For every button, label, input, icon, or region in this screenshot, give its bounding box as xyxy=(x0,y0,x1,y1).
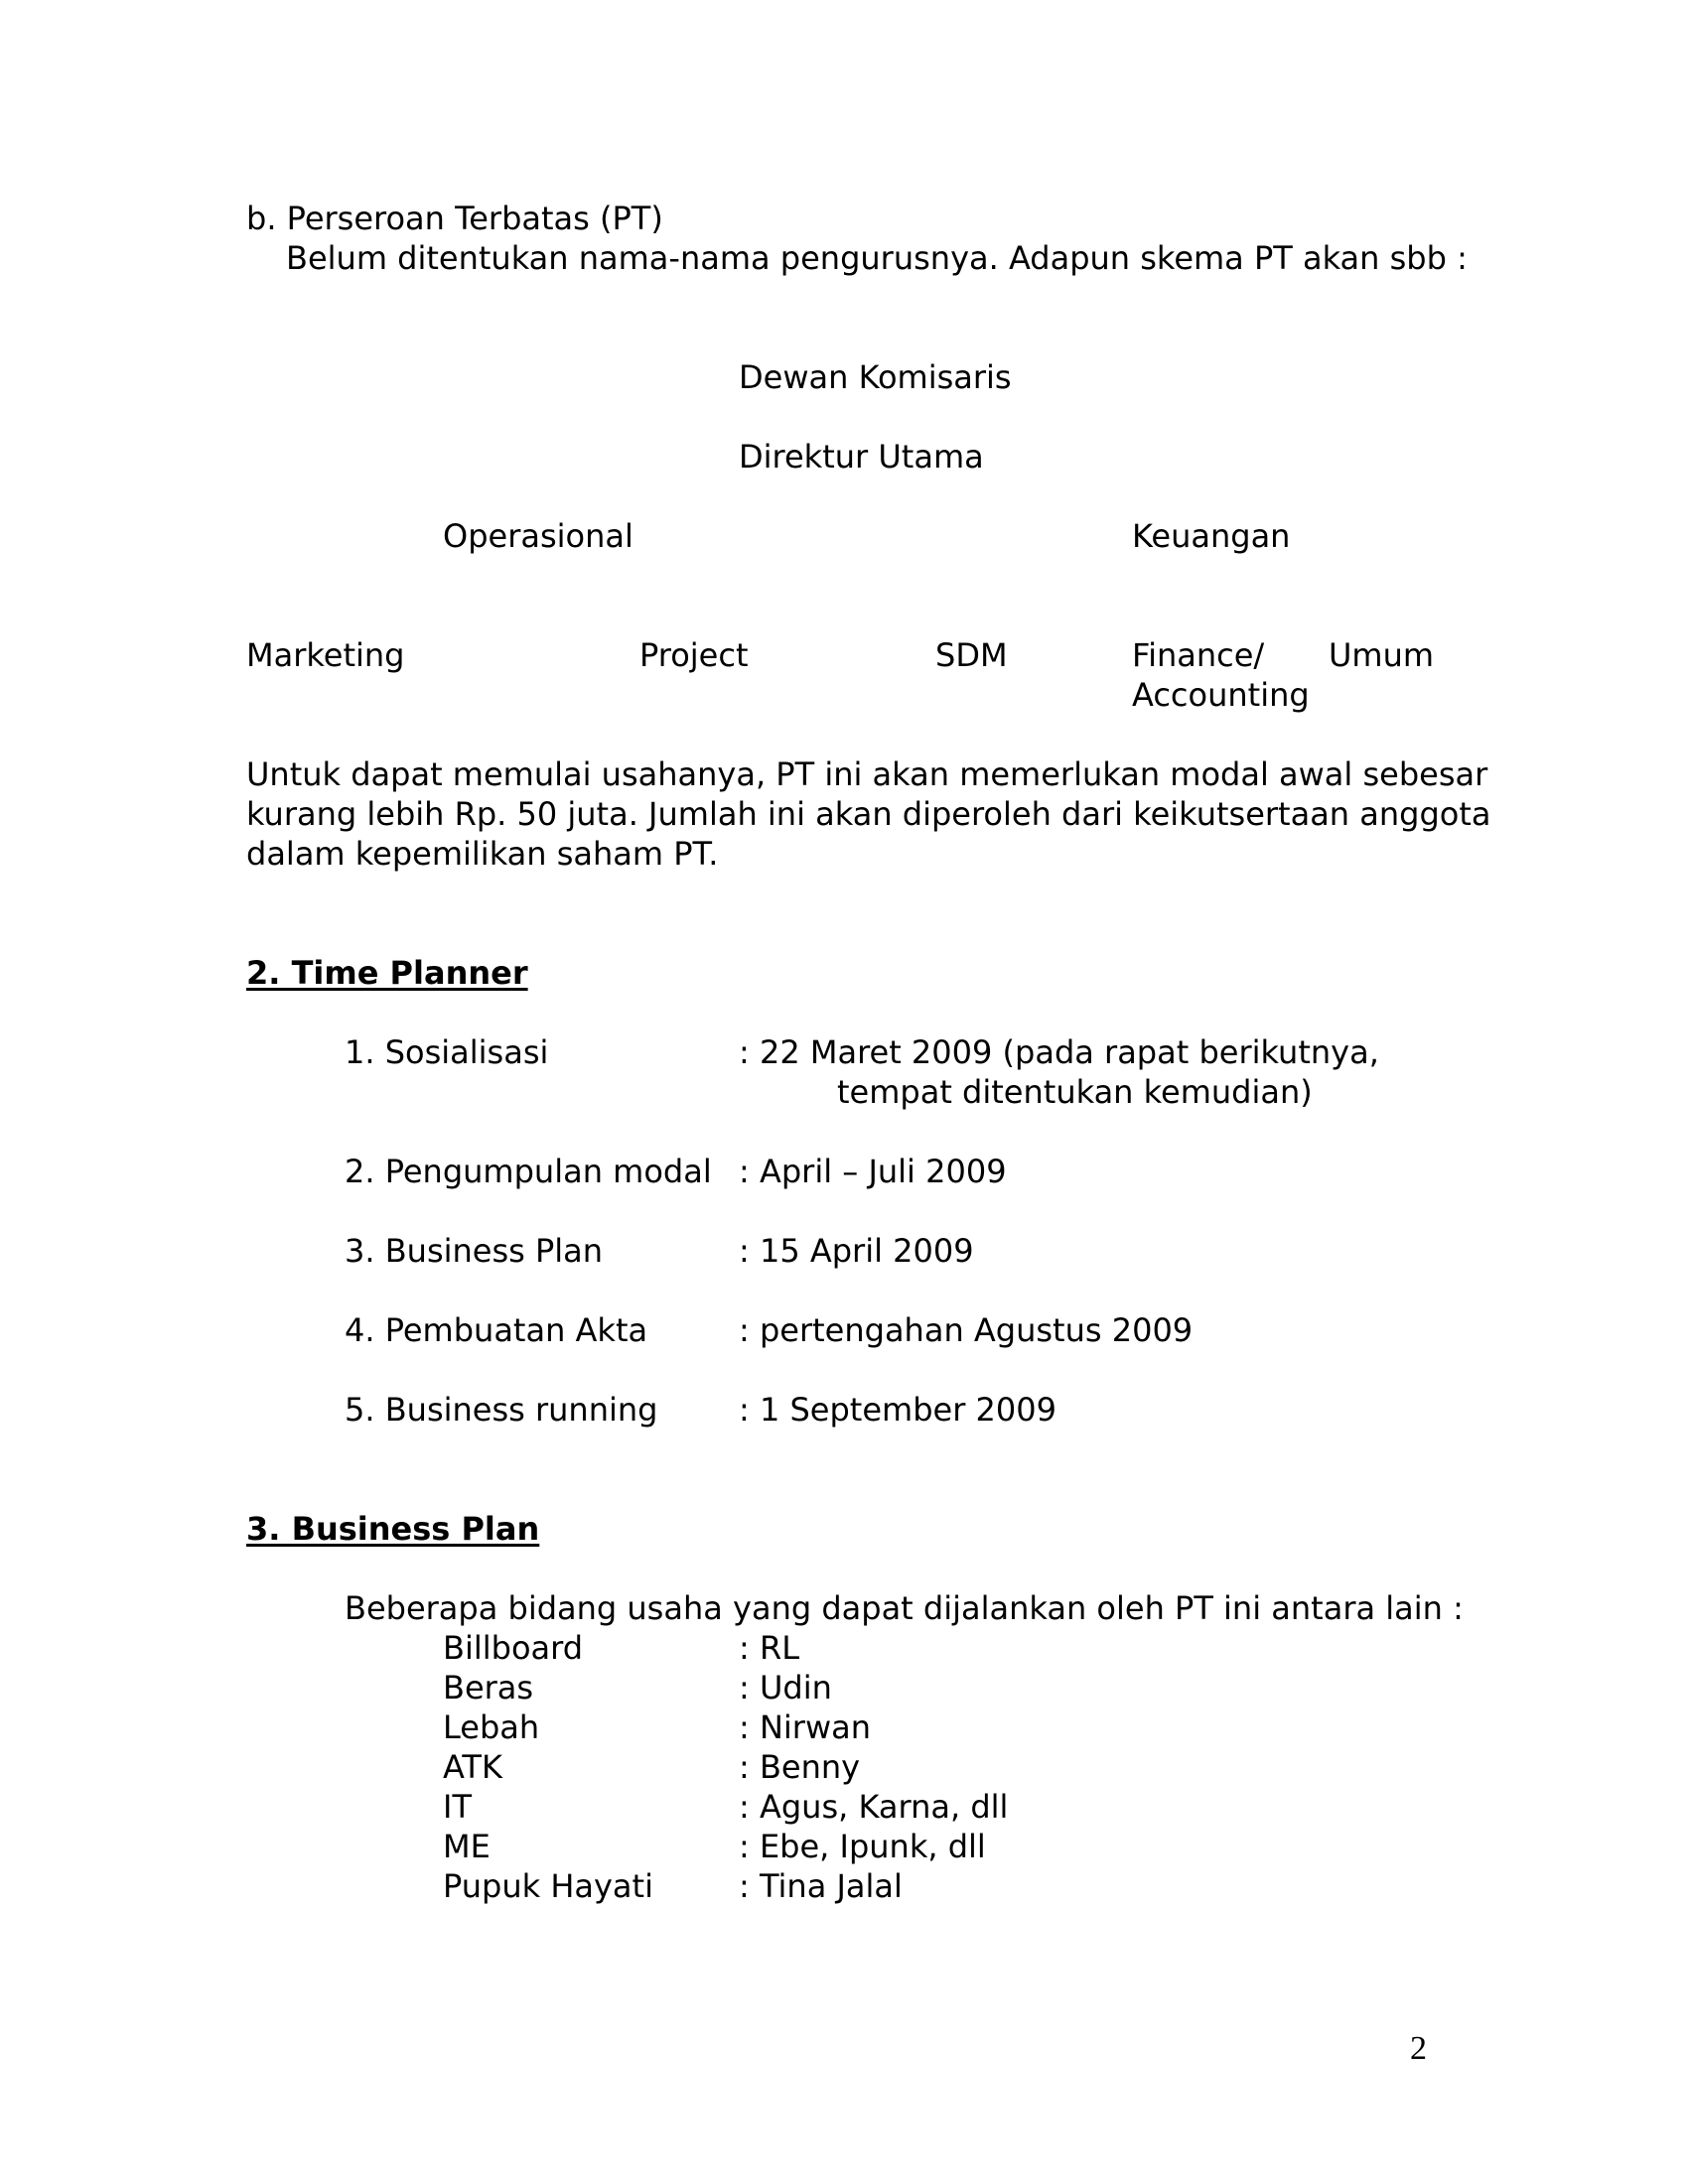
org-unit-finance: Finance/ xyxy=(1132,636,1265,674)
paragraph-line: Untuk dapat memulai usahanya, PT ini akan memerlukan modal awal sebesar xyxy=(246,755,1488,793)
org-unit-marketing: Marketing xyxy=(246,636,405,674)
business-owner: : Agus, Karna, dll xyxy=(739,1788,1009,1826)
business-field: ATK xyxy=(443,1748,502,1786)
org-direktur-utama: Direktur Utama xyxy=(739,438,984,476)
business-field: Pupuk Hayati xyxy=(443,1867,653,1905)
section-b-heading: b. Perseroan Terbatas (PT) xyxy=(246,200,663,237)
planner-item-value: : 22 Maret 2009 (pada rapat berikutnya, xyxy=(739,1033,1379,1071)
planner-item-label: 1. Sosialisasi xyxy=(345,1033,549,1071)
business-field: Beras xyxy=(443,1669,534,1706)
planner-item-value: : 15 April 2009 xyxy=(739,1232,974,1270)
business-field: Billboard xyxy=(443,1629,584,1667)
org-division-operasional: Operasional xyxy=(443,517,633,555)
business-owner: : Udin xyxy=(739,1669,832,1706)
planner-item-label: 4. Pembuatan Akta xyxy=(345,1311,648,1349)
section-b-intro: Belum ditentukan nama-nama pengurusnya. Adapun skema PT akan sbb : xyxy=(286,239,1468,277)
planner-item-value-continued: tempat ditentukan kemudian) xyxy=(837,1073,1313,1111)
planner-item-label: 2. Pengumpulan modal xyxy=(345,1153,712,1190)
planner-item-label: 3. Business Plan xyxy=(345,1232,604,1270)
planner-item-value: : 1 September 2009 xyxy=(739,1391,1056,1429)
planner-item-value: : April – Juli 2009 xyxy=(739,1153,1007,1190)
business-owner: : Nirwan xyxy=(739,1708,871,1746)
business-plan-heading: 3. Business Plan xyxy=(246,1510,540,1548)
org-unit-accounting: Accounting xyxy=(1132,676,1310,714)
org-unit-sdm: SDM xyxy=(935,636,1008,674)
business-plan-intro: Beberapa bidang usaha yang dapat dijalankan oleh PT ini antara lain : xyxy=(345,1589,1464,1627)
business-owner: : Tina Jalal xyxy=(739,1867,903,1905)
planner-item-label: 5. Business running xyxy=(345,1391,658,1429)
org-division-keuangan: Keuangan xyxy=(1132,517,1291,555)
planner-item-value: : pertengahan Agustus 2009 xyxy=(739,1311,1194,1349)
time-planner-heading: 2. Time Planner xyxy=(246,954,528,992)
business-field: ME xyxy=(443,1828,491,1865)
paragraph-line: kurang lebih Rp. 50 juta. Jumlah ini akan diperoleh dari keikutsertaan anggota xyxy=(246,795,1491,833)
paragraph-line: dalam kepemilikan saham PT. xyxy=(246,835,719,873)
org-unit-project: Project xyxy=(639,636,749,674)
business-field: IT xyxy=(443,1788,472,1826)
page-number: 2 xyxy=(1410,2030,1427,2067)
business-field: Lebah xyxy=(443,1708,540,1746)
org-top-dewan-komisaris: Dewan Komisaris xyxy=(739,358,1012,396)
org-unit-umum: Umum xyxy=(1329,636,1435,674)
business-owner: : RL xyxy=(739,1629,800,1667)
business-owner: : Benny xyxy=(739,1748,861,1786)
business-owner: : Ebe, Ipunk, dll xyxy=(739,1828,986,1865)
